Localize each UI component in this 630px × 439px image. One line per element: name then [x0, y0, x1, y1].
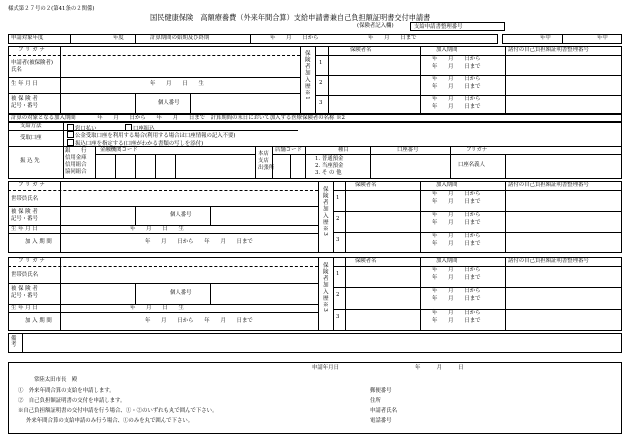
- hh1-period-label: 加 入 期 間: [25, 239, 52, 245]
- period-row: [8, 34, 498, 44]
- applicant-history-row-number: 2: [319, 80, 323, 86]
- hh2-history-row-from[interactable]: 年 月 日から: [432, 288, 481, 294]
- branch-code-label: 店舗コード: [275, 147, 302, 153]
- remarks-label: 備考: [11, 336, 17, 349]
- hh1-history-row-number: 1: [336, 195, 340, 201]
- applicant-dob-value[interactable]: 年 月 日 生: [150, 81, 204, 87]
- calc-period-label: 計算期間の始期及び終期: [150, 35, 210, 41]
- hh1-personal-no-label: 個人番号: [170, 212, 192, 218]
- year-mid-label: 年中: [540, 35, 551, 41]
- applicant-history-vertical-label: 保険者加入歴※1: [303, 50, 310, 101]
- applicant-history-row-from[interactable]: 年 月 日から: [432, 96, 481, 102]
- applicant-name-label: 申請者(被保険者) 氏名: [11, 60, 53, 74]
- transfer-to-label: 振 込 先: [20, 158, 40, 164]
- holder-furigana-label: フリガナ: [466, 147, 488, 153]
- account-option-public[interactable]: 公金受取口座を利用する場合(利用する場合は口座情報の記入不要): [67, 131, 236, 139]
- applicant-furigana-label: フ リ ガ ナ: [18, 47, 45, 53]
- hh1-history-cert-col: 諸付の自己負担額証明書整理番号: [508, 182, 589, 188]
- payment-method-label: 支給方法: [20, 123, 42, 129]
- footer-note-1: ※自己負担額証明書の交付申請を行う場合、①・②のいずれも丸で囲んで下さい。: [18, 408, 218, 414]
- account-kind-label: 種目: [338, 147, 349, 153]
- hh2-personal-no-label: 個人番号: [170, 290, 192, 296]
- applicant-history-row-number: 3: [319, 100, 323, 106]
- applicant-history-row-to[interactable]: 年 月 日まで: [432, 84, 481, 90]
- applicant-dob-label: 生 年 月 日: [11, 81, 38, 87]
- applicant-history-row-from[interactable]: 年 月 日から: [432, 56, 481, 62]
- hh2-history-period-col: 加入期間: [436, 258, 458, 264]
- account-number-label: 口座番号: [397, 147, 419, 153]
- hh1-history-vertical-label: 保険者加入歴※3: [321, 186, 328, 237]
- hh2-period-value[interactable]: 年 月 日から 年 月 日まで: [145, 318, 253, 324]
- applicant-history-row-number: 1: [319, 60, 323, 66]
- applicant-insured-label: 被 保 険 者 記号・番号: [11, 96, 38, 110]
- footer-line-1[interactable]: ① 外来年間合算の支給を申請します。: [18, 388, 115, 394]
- hh2-furigana-label: フ リ ガ ナ: [18, 258, 45, 264]
- checkbox-specify-account[interactable]: [67, 139, 74, 146]
- holder-label: 口座名義人: [458, 162, 485, 168]
- hh2-insured-label: 被 保 険 者 記号・番号: [11, 286, 38, 300]
- insurer-note: (保険者記入欄): [357, 23, 394, 29]
- applicant-history-cert-col: 諸付の自己負担額証明書整理番号: [508, 47, 589, 53]
- hh1-dob-label: 生 年 月 日: [11, 226, 38, 232]
- nendo-text[interactable]: 年度: [113, 35, 124, 41]
- hh1-dob-value[interactable]: 年 月 日 生: [130, 226, 184, 232]
- target-period-text[interactable]: 計算の対象となる加入期間 年 月 日から 年 月 日まで 計算期間の末日において加入する医療保険者の名称 ※2: [11, 114, 345, 121]
- hh2-dob-label: 生 年 月 日: [11, 305, 38, 311]
- hh1-history-row-from[interactable]: 年 月 日から: [432, 191, 481, 197]
- hh2-history-row-from[interactable]: 年 月 日から: [432, 267, 481, 273]
- applicant-history-row-from[interactable]: 年 月 日から: [432, 76, 481, 82]
- calc-period-to[interactable]: 年 月 日まで: [368, 35, 417, 41]
- addressee: 常陸太田市長 殿: [34, 377, 78, 383]
- receive-account-label: 受取口座: [20, 135, 42, 141]
- payment-option-transfer[interactable]: 口座振込: [125, 124, 155, 132]
- hh1-history-row-to[interactable]: 年 月 日まで: [432, 199, 481, 205]
- hh2-history-insurer-col: 保険者名: [355, 258, 377, 264]
- applicant-name-footer-label: 申請者氏名: [370, 408, 397, 414]
- hh2-history-row-from[interactable]: 年 月 日から: [432, 310, 481, 316]
- applicant-history-insurer-col: 保険者名: [350, 47, 372, 53]
- postal-code-label: 郵便番号: [370, 388, 392, 394]
- hh1-furigana-label: フ リ ガ ナ: [18, 182, 45, 188]
- hh2-history-row-to[interactable]: 年 月 日まで: [432, 296, 481, 302]
- hh2-history-row-to[interactable]: 年 月 日まで: [432, 275, 481, 281]
- branch-types: 本店 支店 出張所: [258, 151, 275, 172]
- form-number: 様式第２７号の２(第41条の２関係): [8, 6, 95, 12]
- footer-note-2: 外来年間合算の支給申請のみ行う場合、①のみを丸で囲んで下さい。: [26, 418, 194, 424]
- hh2-history-row-number: 1: [336, 271, 340, 277]
- hh2-dob-value[interactable]: 年 月 日 生: [130, 305, 184, 311]
- hh1-history-row-from[interactable]: 年 月 日から: [432, 233, 481, 239]
- year-end-label: 年中: [597, 35, 608, 41]
- hh2-history-row-to[interactable]: 年 月 日まで: [432, 318, 481, 324]
- form-title: 国民健康保険 高額療養費（外来年間合算）支給申請書兼自己負担額証明書交付申請書: [150, 13, 431, 22]
- calc-period-from[interactable]: 年 月 日から: [270, 35, 319, 41]
- remarks-box[interactable]: [8, 333, 622, 353]
- checkbox-public-account[interactable]: [67, 131, 74, 138]
- applicant-history-period-col: 加入期間: [436, 47, 458, 53]
- phone-label: 電話番号: [370, 418, 392, 424]
- application-date-value[interactable]: 年 月 日: [415, 365, 464, 371]
- account-kind-options[interactable]: 1. 普通預金 2. 当座預金 3. そ の 他: [315, 156, 344, 177]
- hh1-insured-label: 被 保 険 者 記号・番号: [11, 209, 38, 223]
- hh2-period-label: 加 入 期 間: [25, 318, 52, 324]
- hh1-history-period-col: 加入期間: [436, 182, 458, 188]
- hh2-history-row-number: 3: [336, 314, 340, 320]
- bank-code-label: 金融機関コード: [100, 147, 138, 153]
- hh1-history-row-number: 2: [336, 216, 340, 222]
- footer-line-2[interactable]: ② 自己負担額証明書の交付を申請します。: [18, 398, 126, 404]
- applicant-personal-no-label: 個人番号: [158, 100, 180, 106]
- hh1-history-row-from[interactable]: 年 月 日から: [432, 212, 481, 218]
- apply-number-box[interactable]: [410, 22, 505, 31]
- hh2-history-row-number: 2: [336, 292, 340, 298]
- hh1-history-row-number: 3: [336, 237, 340, 243]
- hh2-history-cert-col: 諸付の自己負担額証明書整理番号: [508, 258, 589, 264]
- hh1-history-row-to[interactable]: 年 月 日まで: [432, 220, 481, 226]
- payment-option-window[interactable]: 窓口払い: [67, 124, 97, 132]
- account-option-specify[interactable]: 振込口座を指定する(口座がわかる書類の写しを添付): [67, 139, 203, 147]
- household-2-block: [8, 257, 622, 331]
- applicant-history-row-to[interactable]: 年 月 日まで: [432, 104, 481, 110]
- hh2-name-label: 世帯員氏名: [11, 272, 38, 278]
- address-label: 住所: [370, 398, 381, 404]
- bank-types: 銀 行 信用金庫 信用組合 協同組合: [65, 148, 87, 176]
- hh1-history-insurer-col: 保険者名: [355, 182, 377, 188]
- hh1-name-label: 世帯員氏名: [11, 196, 38, 202]
- application-date-label: 申請年月日: [312, 365, 339, 371]
- household-1-block: [8, 181, 622, 253]
- apply-number-label: 支給申請書整理番号: [414, 23, 463, 30]
- hh1-history-row-to[interactable]: 年 月 日まで: [432, 241, 481, 247]
- hh2-history-vertical-label: 保険者加入歴※3: [321, 262, 328, 313]
- target-year-label: 申請対象年度: [11, 35, 44, 41]
- hh1-period-value[interactable]: 年 月 日から 年 月 日まで: [145, 239, 253, 245]
- applicant-history-row-to[interactable]: 年 月 日まで: [432, 64, 481, 70]
